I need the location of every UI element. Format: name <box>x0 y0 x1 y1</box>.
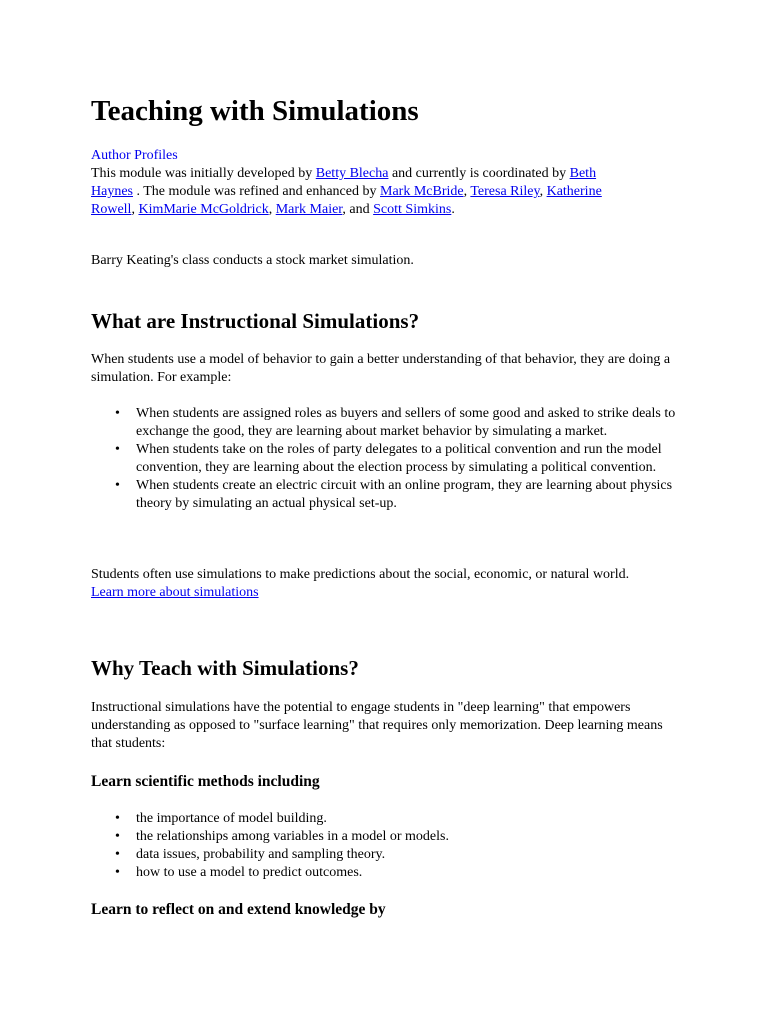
credits-text: . The module was refined and enhanced by <box>133 184 380 199</box>
list-item: • data issues, probability and sampling theory. <box>115 847 386 862</box>
list-item: • the relationships among variables in a model or models. <box>115 829 449 844</box>
credits-text: and currently is coordinated by <box>388 166 570 181</box>
examples-list <box>91 405 681 513</box>
author-link-scott-simkins[interactable]: Scott Simkins <box>373 202 452 217</box>
separator: , <box>463 184 471 199</box>
separator: , <box>268 202 276 217</box>
list-item: • how to use a model to predict outcomes. <box>115 865 363 880</box>
bullet-icon: • <box>115 829 120 844</box>
author-link-kimmarie-mcgoldrick[interactable]: KimMarie McGoldrick <box>138 202 269 217</box>
section1-outro: Students often use simulations to make predictions about the social, economic, or natural world. Learn more about simulations <box>91 567 630 600</box>
separator: , <box>131 202 139 217</box>
bullet-icon: • <box>115 847 120 862</box>
separator: . <box>451 202 455 217</box>
bullet-icon: • <box>115 865 120 880</box>
separator: , <box>539 184 547 199</box>
bullet-icon: • <box>115 478 120 493</box>
author-profiles-link[interactable]: Author Profiles <box>91 148 178 163</box>
credits-paragraph <box>91 165 681 219</box>
author-link-betty-blecha[interactable]: Betty Blecha <box>315 166 389 181</box>
author-profiles-line <box>91 147 681 165</box>
bullet-icon: • <box>115 406 120 421</box>
credits-text: This module was initially developed by <box>91 166 316 181</box>
page-title: Teaching with Simulations <box>91 95 419 127</box>
list-item: • the importance of model building. <box>115 811 327 826</box>
author-link-teresa-riley[interactable]: Teresa Riley <box>470 184 540 199</box>
list-item: • When students are assigned roles as buyers and sellers of some good and asked to strike deals to exchange the good, they are learning about market behavior by simulating a market. <box>115 406 676 439</box>
bullet-icon: • <box>115 442 120 457</box>
subheading-reflect-extend: Learn to reflect on and extend knowledge by <box>91 901 386 918</box>
author-link-katherine-rowell[interactable]: Katherine Rowell <box>91 184 602 217</box>
list-item: • When students take on the roles of party delegates to a political convention and run the model convention, they are learning about the election process by simulating a political convention. <box>115 442 662 475</box>
subheading-scientific-methods: Learn scientific methods including <box>91 773 320 790</box>
section1-intro: When students use a model of behavior to gain a better understanding of that behavior, they are doing a simulation. For example: <box>91 352 671 385</box>
author-link-mark-mcbride[interactable]: Mark McBride <box>380 184 464 199</box>
section-heading-what-are-simulations: What are Instructional Simulations? <box>91 309 420 333</box>
learn-more-link[interactable]: Learn more about simulations <box>91 585 259 600</box>
scientific-methods-list <box>91 810 681 882</box>
image-caption: Barry Keating's class conducts a stock market simulation. <box>91 253 414 268</box>
separator: , and <box>342 202 374 217</box>
list-item: • When students create an electric circuit with an online program, they are learning about physics theory by simulating an actual physical set-up. <box>115 478 673 511</box>
section2-intro: Instructional simulations have the potential to engage students in "deep learning" that empowers understanding as opposed to "surface learning" that requires only memorization. Deep learning means that students: <box>91 700 663 751</box>
bullet-icon: • <box>115 811 120 826</box>
author-link-beth-haynes[interactable]: Beth Haynes <box>91 166 597 199</box>
section-heading-why-teach: Why Teach with Simulations? <box>91 656 359 680</box>
author-link-mark-maier[interactable]: Mark Maier <box>275 202 343 217</box>
